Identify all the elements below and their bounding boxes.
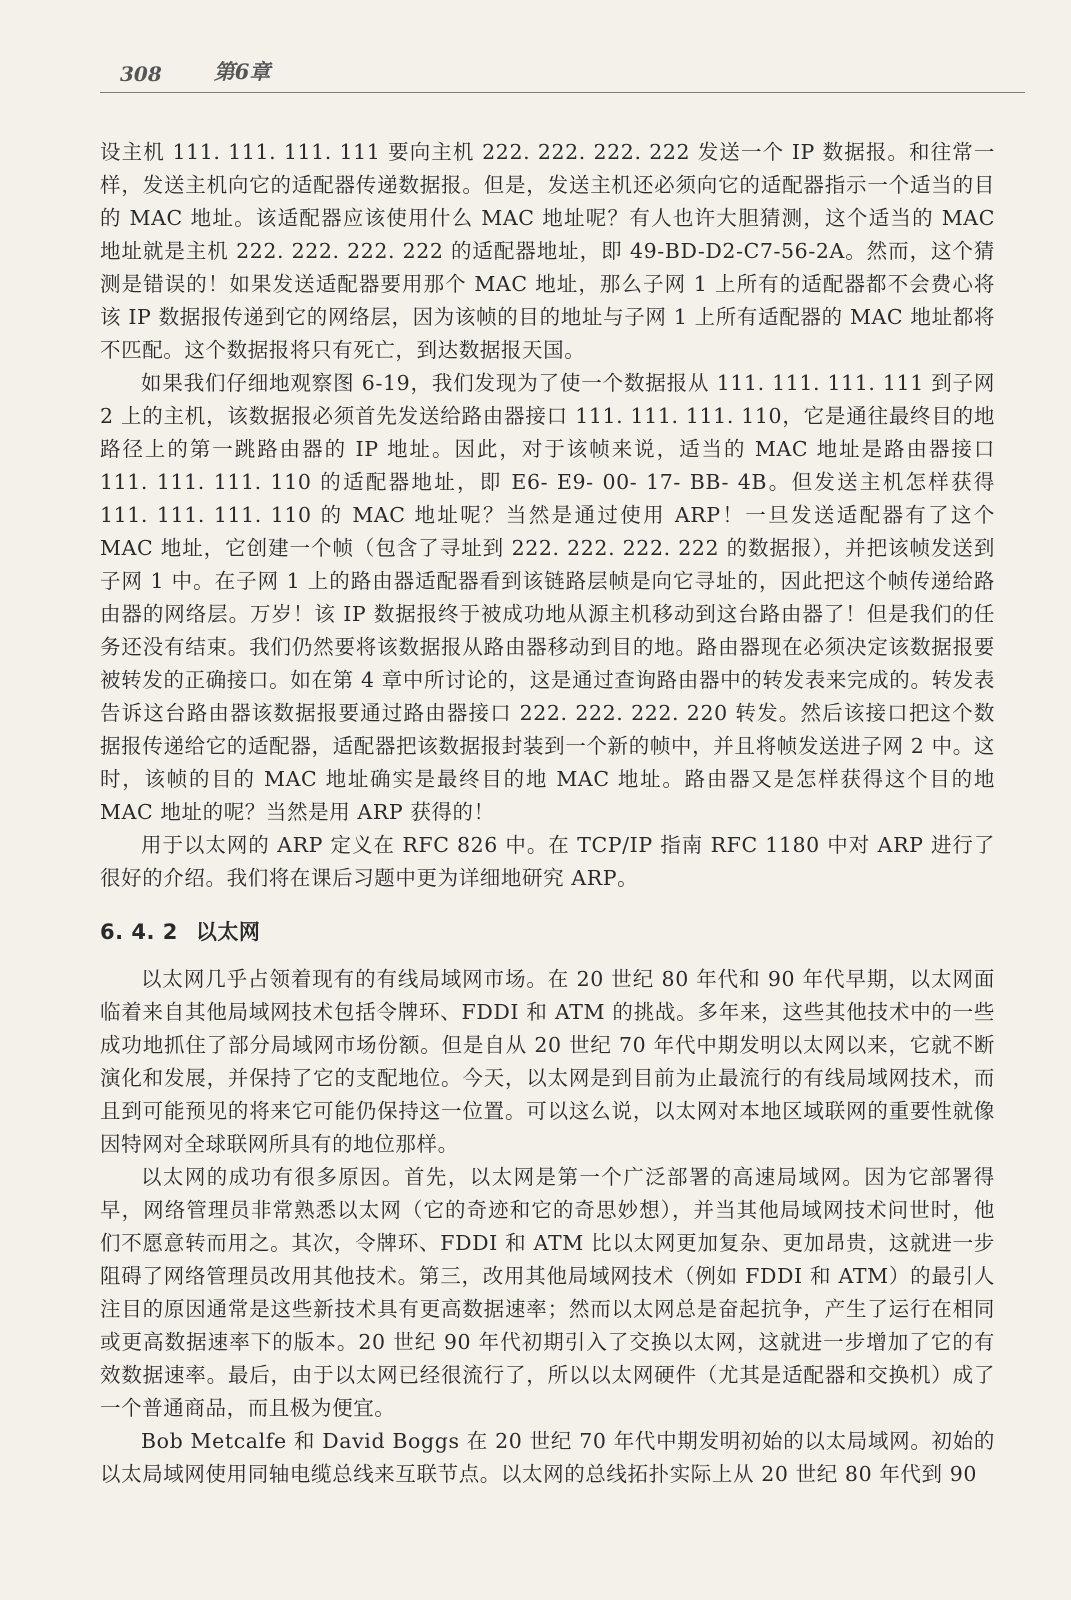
paragraph: 设主机 111. 111. 111. 111 要向主机 222. 222. 222. 222 发送一个 IP 数据报。和往常一样，发送主机向它的适配器传递数据报。但是，发送主机还必须向它的适配器指示一个适当的目的 MAC 地址。该适配器应该使用什么 MAC 地址呢？有人也许大胆猜测，这个适当的 MAC 地址就是主机 222. 222. 222. 222 的适配器地址，即 49-BD-D2-C7-56-2A。然而，这个猜测是错误的！如果发送适配器要用那个 MAC 地址，那么子网 1 上所有的适配器都不会费心将该 IP 数据报传递到它的网络层，因为该帧的目的地址与子网 1 上所有适配器的 MAC 地址都将不匹配。这个数据报将只有死亡，到达数据报天国。 bbox=[100, 140, 995, 362]
page-number: 308 bbox=[120, 62, 162, 86]
page-body bbox=[100, 136, 995, 1491]
chapter-label: 第6章 bbox=[213, 59, 271, 84]
header-rule bbox=[100, 92, 1025, 93]
paragraph: 如果我们仔细地观察图 6-19，我们发现为了使一个数据报从 111. 111. 111. 111 到子网 2 上的主机，该数据报必须首先发送给路由器接口 111. 111. 111. 110，它是通往最终目的地路径上的第一跳路由器的 IP 地址。因此，对于该帧来说，适当的 MAC 地址是路由器接口 111. 111. 111. 110 的适配器地址，即 E6- E9- 00- 17- BB- 4B。但发送主机怎样获得 111. 111. 111. 110 的 MAC 地址呢？当然是通过使用 ARP！一旦发送适配器有了这个 MAC 地址，它创建一个帧（包含了寻址到 222. 222. 222. 222 的数据报），并把该帧发送到子网 1 中。在子网 1 上的路由器适配器看到该链路层帧是向它寻址的，因此把这个帧传递给路由器的网络层。万岁！该 IP 数据报终于被成功地从源主机移动到这台路由器了！但是我们的任务还没有结束。我们仍然要将该数据报从路由器移动到目的地。路由器现在必须决定该数据报要被转发的正确接口。如在第 4 章中所讨论的，这是通过查询路由器中的转发表来完成的。转发表告诉这台路由器该数据报要通过路由器接口 222. 222. 222. 220 转发。然后该接口把这个数据报传递给它的适配器，适配器把该数据报封装到一个新的帧中，并且将帧发送进子网 2 中。这时，该帧的目的 MAC 地址确实是最终目的地 MAC 地址。路由器又是怎样获得这个目的地 MAC 地址的呢？当然是用 ARP 获得的！ bbox=[100, 371, 995, 824]
section-number: 6. 4. 2 bbox=[100, 920, 178, 944]
section-title: 以太网 bbox=[195, 920, 261, 944]
paragraph: 用于以太网的 ARP 定义在 RFC 826 中。在 TCP/IP 指南 RFC 1180 中对 ARP 进行了很好的介绍。我们将在课后习题中更为详细地研究 ARP。 bbox=[100, 833, 995, 890]
section-heading bbox=[100, 917, 995, 947]
paragraph: Bob Metcalfe 和 David Boggs 在 20 世纪 70 年代中期发明初始的以太局域网。初始的以太局域网使用同轴电缆总线来互联节点。以太网的总线拓扑实际上从 20 世纪 80 年代到 90 bbox=[100, 1429, 995, 1486]
running-header bbox=[120, 50, 1020, 86]
paragraph: 以太网的成功有很多原因。首先，以太网是第一个广泛部署的高速局域网。因为它部署得早，网络管理员非常熟悉以太网（它的奇迹和它的奇思妙想），并当其他局域网技术问世时，他们不愿意转而用之。其次，令牌环、FDDI 和 ATM 比以太网更加复杂、更加昂贵，这就进一步阻碍了网络管理员改用其他技术。第三，改用其他局域网技术（例如 FDDI 和 ATM）的最引人注目的原因通常是这些新技术具有更高数据速率；然而以太网总是奋起抗争，产生了运行在相同或更高数据速率下的版本。20 世纪 90 年代初期引入了交换以太网，这就进一步增加了它的有效数据速率。最后，由于以太网已经很流行了，所以以太网硬件（尤其是适配器和交换机）成了一个普通商品，而且极为便宜。 bbox=[100, 1165, 995, 1420]
paragraph: 以太网几乎占领着现有的有线局域网市场。在 20 世纪 80 年代和 90 年代早期，以太网面临着来自其他局域网技术包括令牌环、FDDI 和 ATM 的挑战。多年来，这些其他技术中的一些成功地抓住了部分局域网市场份额。但是自从 20 世纪 70 年代中期发明以太网以来，它就不断演化和发展，并保持了它的支配地位。今天，以太网是到目前为止最流行的有线局域网技术，而且到可能预见的将来它可能仍保持这一位置。可以这么说，以太网对本地区域联网的重要性就像因特网对全球联网所具有的地位那样。 bbox=[100, 967, 996, 1156]
